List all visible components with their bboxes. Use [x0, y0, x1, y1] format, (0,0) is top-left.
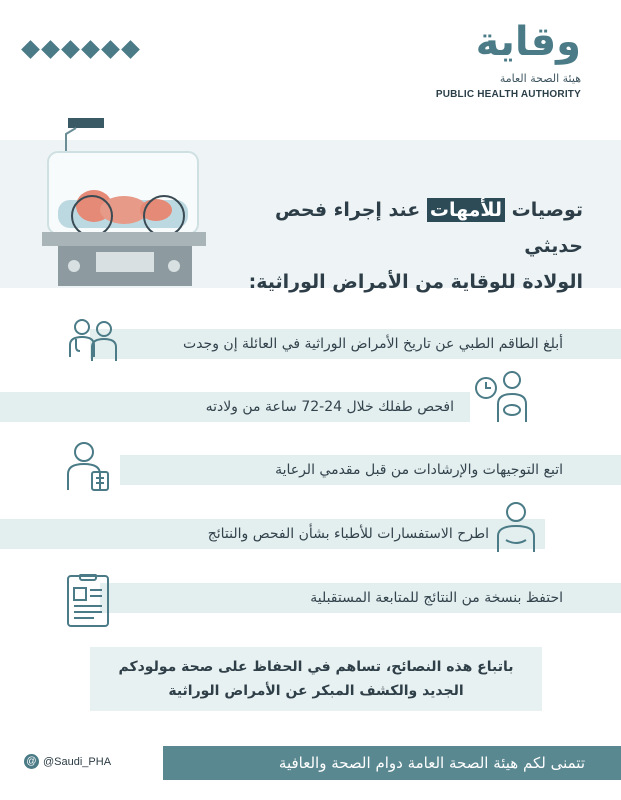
at-icon: @ — [24, 754, 39, 769]
tip-text: اطرح الاستفسارات للأطباء بشأن الفحص والنتائج — [207, 526, 489, 542]
headline-line-2: الولادة للوقاية من الأمراض الوراثية: — [248, 271, 583, 293]
tip-row — [0, 519, 545, 549]
headline-line-1: توصيات للأمهات عند إجراء فحص حديثي — [275, 199, 583, 257]
closing-text — [90, 655, 542, 703]
tip-row — [100, 583, 621, 613]
logo-brand-name: وقاية — [475, 19, 581, 65]
diamond-shape — [61, 40, 80, 59]
headline-highlight: للأمهات — [427, 198, 505, 222]
tip-text: اتبع التوجيهات والإرشادات من قبل مقدمي الرعاية — [275, 462, 563, 478]
logo-authority-english: PUBLIC HEALTH AUTHORITY — [435, 89, 581, 100]
social-handle-text: @Saudi_PHA — [43, 755, 112, 768]
clock-parent-icon — [474, 370, 536, 426]
tip-text: أبلغ الطاقم الطبي عن تاريخ الأمراض الوراثية في العائلة إن وجدت — [183, 336, 563, 352]
footer-text: تتمنى لكم هيئة الصحة العامة دوام الصحة والعافية — [278, 754, 585, 772]
wiqaya-logo — [431, 18, 581, 100]
medical-report-icon — [66, 574, 110, 628]
diamond-decoration — [22, 41, 139, 58]
tip-row — [90, 329, 621, 359]
diamond-shape — [101, 40, 120, 59]
social-handle[interactable] — [24, 754, 111, 769]
tip-text: افحص طفلك خلال 24-72 ساعة من ولادته — [205, 399, 454, 415]
closing-line-1: باتباع هذه النصائح، تساهم في الحفاظ على صحة مولودكم — [118, 659, 514, 675]
diamond-shape — [41, 40, 60, 59]
tip-row — [0, 392, 470, 422]
logo-authority-arabic: هيئة الصحة العامة — [499, 72, 581, 85]
footer-banner — [163, 746, 621, 780]
doctors-icon — [64, 317, 122, 365]
doctor-clipboard-icon — [62, 440, 116, 494]
tip-row — [120, 455, 621, 485]
closing-line-2: الجديد والكشف المبكر عن الأمراض الوراثية — [168, 683, 464, 699]
headline — [233, 192, 583, 300]
closing-box — [90, 647, 542, 711]
diamond-shape — [81, 40, 100, 59]
diamond-shape — [121, 40, 140, 59]
tip-text: احتفظ بنسخة من النتائج للمتابعة المستقبلية — [310, 590, 563, 606]
doctor-icon — [494, 500, 538, 556]
diamond-shape — [21, 40, 40, 59]
incubator-illustration — [36, 114, 206, 292]
